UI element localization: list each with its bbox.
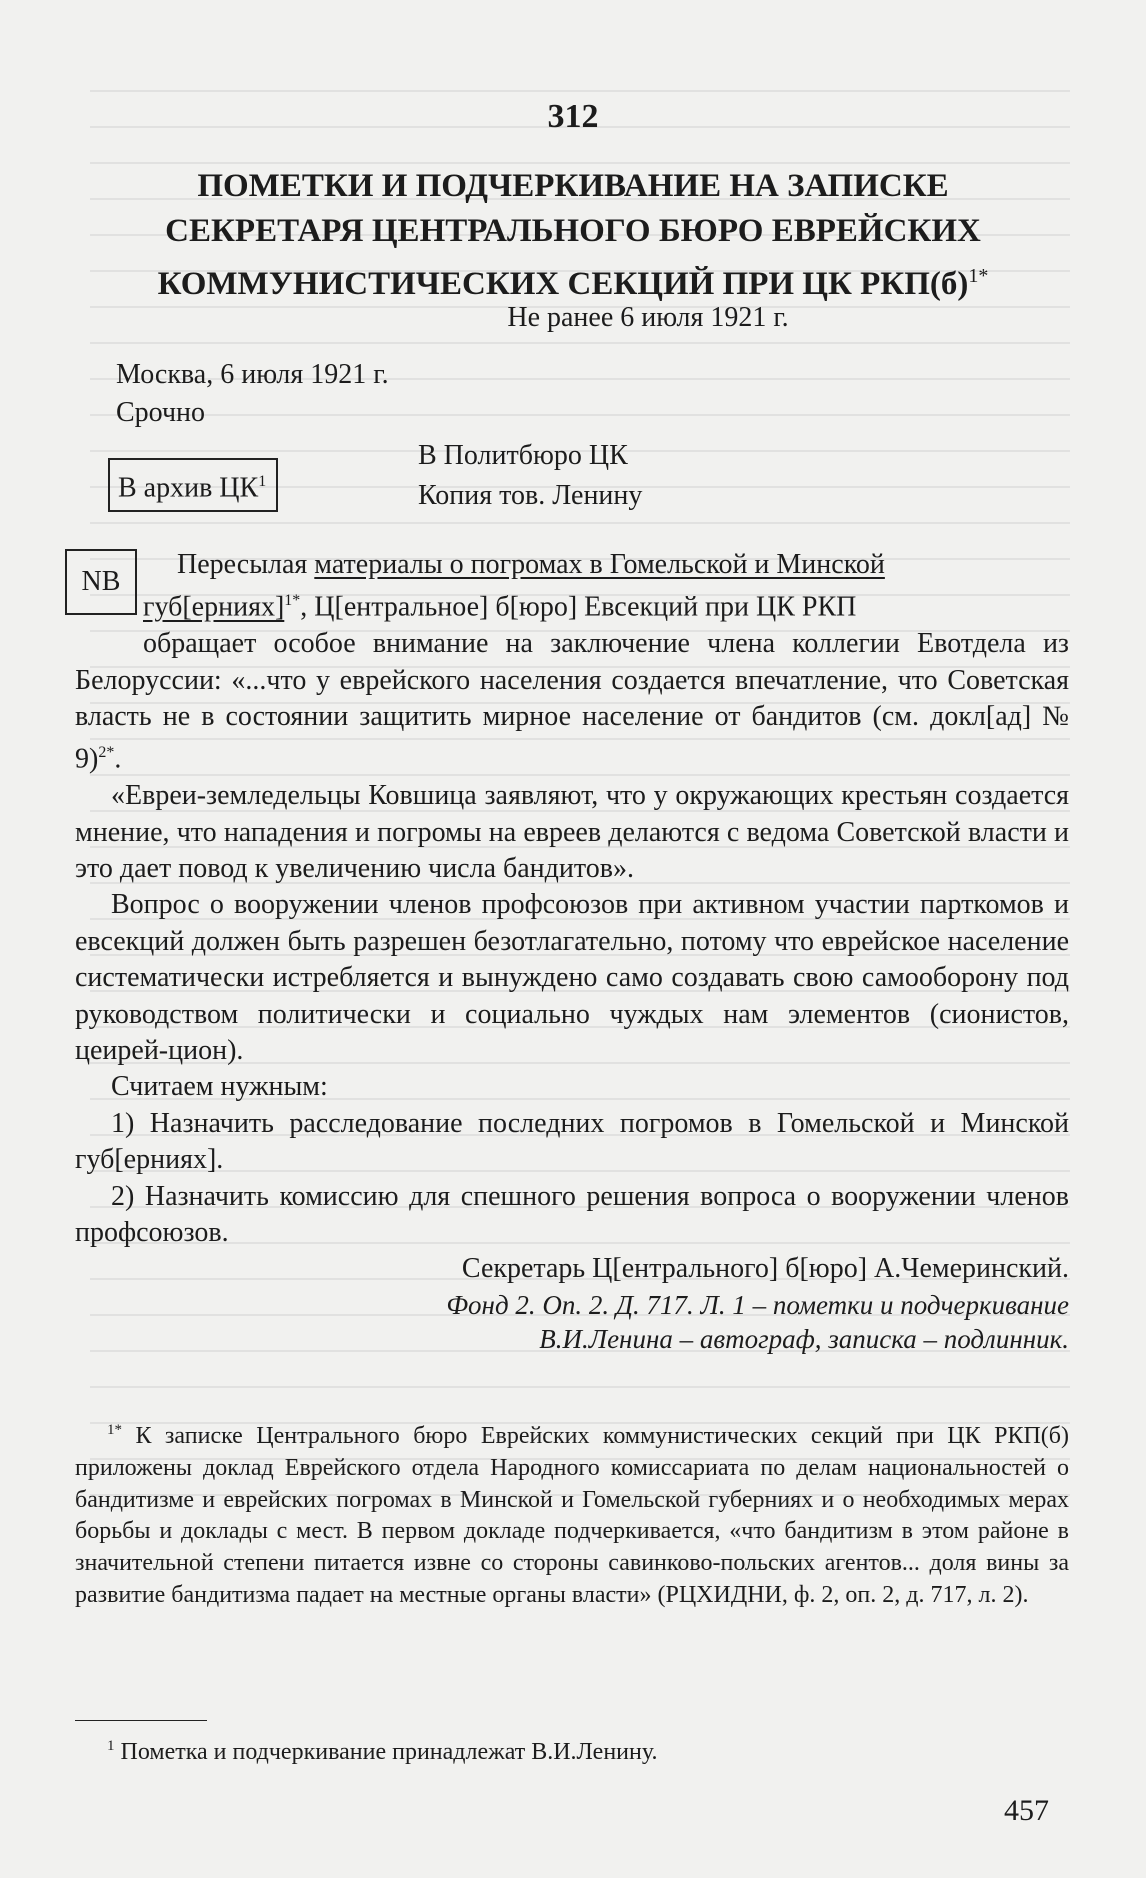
footnote-mark: 2* (98, 744, 115, 762)
page-number: 457 (1004, 1794, 1049, 1827)
nb-margin-mark: NB (65, 549, 137, 615)
archive-note-text: В архив ЦК (118, 472, 259, 504)
document-number: 312 (547, 98, 599, 135)
recipient-politburo: В Политбюро ЦК (418, 440, 628, 471)
underlined-materials: материалы о погромах в Гомельской и Минской (314, 549, 885, 580)
archive-source-line-2: В.И.Ленина – автограф, записка – подлинник. (539, 1323, 1069, 1354)
recipient-block (418, 436, 642, 516)
archive-source-line-1: Фонд 2. Оп. 2. Д. 717. Л. 1 – пометки и подчеркивание (446, 1289, 1069, 1320)
paragraph-3: Вопрос о вооружении членов профсоюзов при активном участии парткомов и евсекций должен быть разрешен безотлагательно, потому что еврейское население систематически истребляется и вынуждено само создавать свою самооборону под руководством политически и социально чуждых нам элементов (сионистов, цеирей-цион). (75, 889, 1069, 1066)
place-and-date (116, 356, 389, 432)
title-line: ПОМЕТКИ И ПОДЧЕРКИВАНИЕ НА ЗАПИСКЕ (197, 168, 949, 204)
para1-lead: Пересылая (177, 549, 315, 580)
signature: Секретарь Ц[ентрального] б[юро] А.Чемеринский. (461, 1253, 1069, 1285)
paragraph-1 (75, 547, 1069, 778)
para1-rest: , Ц[ентральное] б[юро] Евсекций при ЦК РКП (300, 591, 857, 623)
footnote-2 (75, 1730, 1069, 1768)
urgency-label: Срочно (116, 397, 206, 428)
list-item-2: 2) Назначить комиссию для спешного решения вопроса о вооружении членов профсоюзов. (75, 1180, 1069, 1248)
footnote-2-mark: 1 (107, 1738, 115, 1754)
document-date: Не ранее 6 июля 1921 г. (507, 302, 789, 333)
footnote-1-mark: 1* (107, 1422, 122, 1438)
title-footnote-mark: 1* (968, 265, 989, 287)
footnote-1 (75, 1415, 1069, 1612)
footnote-divider (75, 1720, 207, 1721)
title-line-text: КОММУНИСТИЧЕСКИХ СЕКЦИЙ ПРИ ЦК РКП(б) (157, 266, 969, 302)
title-line: СЕКРЕТАРЯ ЦЕНТРАЛЬНОГО БЮРО ЕВРЕЙСКИХ (165, 213, 981, 249)
place-line: Москва, 6 июля 1921 г. (116, 359, 389, 390)
paragraph-4: Считаем нужным: (111, 1071, 328, 1103)
footnote-mark: 1* (284, 592, 301, 610)
para1-end: . (114, 743, 122, 775)
title-line (60, 254, 1086, 307)
paragraph-2: «Евреи-земледельцы Ковшица заявляют, что у окружающих крестьян создается мнение, что нападения и погромы на евреев делаются с ведома Советской власти и это дает повод к увеличению числа бандитов». (75, 780, 1069, 884)
recipient-copy: Копия тов. Ленину (418, 480, 643, 511)
para1-body: обращает особое внимание на заключение члена коллегии Евотдела из Белоруссии: «...что у еврейского населения создается впечатление, что Советская власть не в состоянии защитить мирное население от бандитов (см. докл[ад] № 9) (75, 628, 1069, 775)
underlined-gubernii: губ[ерниях] (143, 591, 285, 623)
archive-note-box (108, 458, 278, 512)
list-item-1: 1) Назначить расследование последних погромов в Гомельской и Минской губ[ерниях]. (75, 1107, 1069, 1176)
document-body (75, 547, 1069, 1356)
archive-footnote-mark: 1 (258, 473, 267, 490)
footnote-2-text: Пометка и подчеркивание принадлежат В.И.Ленину. (114, 1739, 658, 1765)
document-title (60, 164, 1086, 307)
footnote-1-text: К записке Центрального бюро Еврейских коммунистических секций при ЦК РКП(б) приложены доклад Еврейского отдела Народного комиссариата по делам национальностей о бандитизме и еврейских погромах в Минской и Гомельской губерниях и о необходимых мерах борьбы и доклады с мест. В первом докладе подчеркивается, «что бандитизм в этом районе в значительной степени питается извне со стороны савинково-польских агентов... доля вины за развитие бандитизма падает на местные органы власти» (РЦХИДНИ, ф. 2, оп. 2, д. 717, л. 2). (75, 1423, 1069, 1608)
